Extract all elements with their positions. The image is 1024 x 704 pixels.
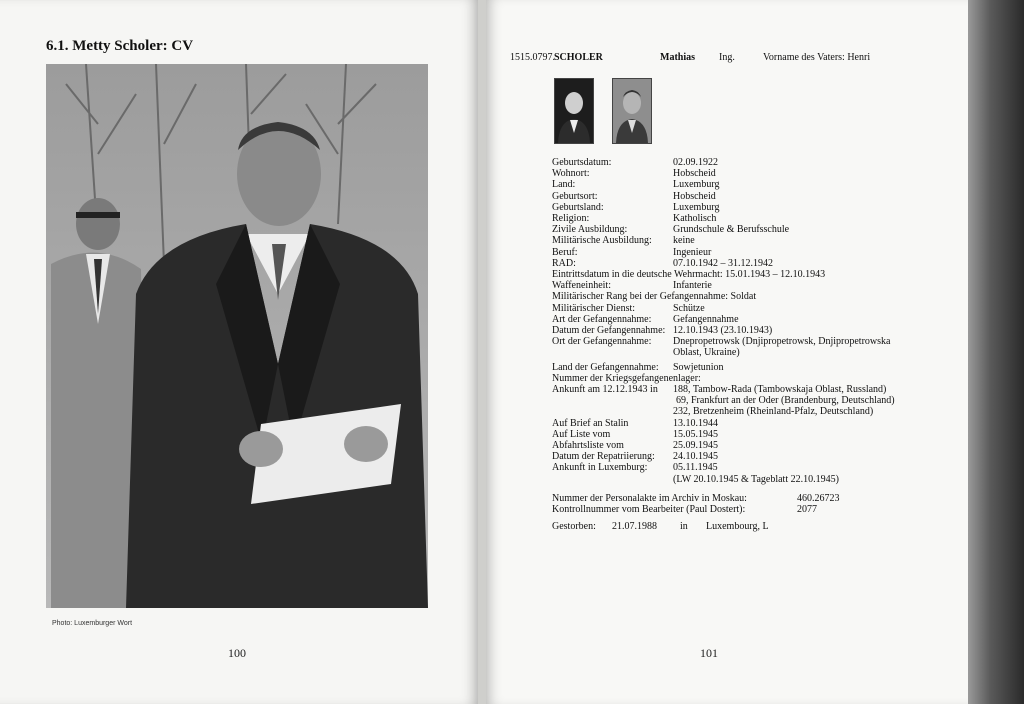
- field-value: keine: [673, 235, 695, 247]
- field-label: Datum der Gefangennahme:: [552, 325, 666, 336]
- field-value: 460.26723: [797, 492, 840, 504]
- field-row: [552, 257, 773, 269]
- record-surname: SCHOLER: [554, 52, 603, 63]
- field-value: Gefangennahme: [673, 313, 739, 325]
- rank-row: Militärischer Rang bei der Gefangennahme: Soldat: [552, 291, 757, 303]
- field-row: [552, 179, 720, 191]
- field-row: [552, 168, 716, 180]
- field-row: [552, 428, 718, 440]
- field-row: [552, 224, 790, 236]
- field-label: Geburtsdatum:: [552, 157, 612, 168]
- camp-number-label: Nummer der Kriegsgefangenenlager:: [552, 372, 701, 384]
- field-row: [552, 451, 718, 463]
- capture-country-row: [552, 361, 724, 373]
- field-value: 12.10.1943 (23.10.1943): [673, 325, 773, 336]
- personal-file-row: [552, 492, 840, 504]
- field-row: [552, 325, 773, 336]
- field-row: [552, 157, 718, 168]
- field-label: Geburtsort:: [552, 190, 598, 202]
- field-value: 05.11.1945: [673, 462, 718, 474]
- field-value: Grundschule & Berufsschule: [673, 224, 790, 236]
- death-in: in: [680, 521, 688, 533]
- field-label: Land:: [552, 179, 576, 191]
- field-value: 15.05.1945: [673, 428, 718, 440]
- field-row: [552, 246, 712, 258]
- field-label: Beruf:: [552, 246, 578, 258]
- field-value: Infanterie: [673, 280, 712, 292]
- field-value: 24.10.1945: [673, 451, 718, 463]
- field-row: [552, 302, 705, 314]
- field-label: Ankunft in Luxemburg:: [552, 462, 648, 474]
- field-row: [552, 201, 720, 213]
- field-label: Abfahrtsliste vom: [552, 440, 624, 451]
- main-photo: [46, 64, 428, 608]
- field-label: Datum der Repatriierung:: [552, 451, 655, 463]
- field-value: 25.09.1945: [673, 440, 718, 451]
- portrait-photo-young: [554, 78, 594, 144]
- field-value: Katholisch: [673, 213, 717, 224]
- field-value: 07.10.1942 – 31.12.1942: [673, 257, 773, 269]
- record-father-name: Vorname des Vaters: Henri: [763, 52, 871, 63]
- record-id: 1515.0797.: [510, 52, 555, 63]
- field-row: [552, 462, 718, 474]
- field-row: [552, 190, 716, 202]
- page-number: 101: [700, 646, 718, 660]
- field-value: Luxemburg: [673, 201, 720, 213]
- field-label: Art der Gefangennahme:: [552, 313, 652, 325]
- book-gutter: [478, 0, 486, 704]
- field-row: [552, 313, 739, 325]
- death-place: Luxembourg, L: [706, 521, 769, 533]
- right-page: [486, 0, 968, 704]
- field-value: Luxemburg: [673, 179, 720, 191]
- field-label: Zivile Ausbildung:: [552, 224, 628, 236]
- field-row: [552, 440, 718, 451]
- record-title: Ing.: [719, 52, 735, 63]
- field-label: Land der Gefangennahme:: [552, 361, 659, 373]
- page-number: 100: [228, 646, 246, 660]
- death-date: 21.07.1988: [612, 521, 657, 533]
- camp-row: 69, Frankfurt an der Oder (Brandenburg, Deutschland): [676, 395, 895, 407]
- arrival-row: [552, 384, 887, 395]
- field-value: 188, Tambow-Rada (Tambowskaja Oblast, Russland): [673, 384, 887, 395]
- field-row: [552, 280, 712, 292]
- field-value: 13.10.1944: [673, 417, 718, 429]
- field-label: Kontrollnummer vom Bearbeiter (Paul Dostert):: [552, 504, 746, 515]
- capture-place-continued: Oblast, Ukraine): [673, 347, 740, 359]
- field-label: Religion:: [552, 213, 590, 224]
- field-value: Schütze: [673, 302, 705, 314]
- field-row: [552, 417, 718, 429]
- wehrmacht-entry-row: Eintrittsdatum in die deutsche Wehrmacht: 15.01.1943 – 12.10.1943: [552, 269, 826, 280]
- field-value: Ingenieur: [673, 246, 712, 258]
- record-first-name: Mathias: [660, 52, 695, 63]
- field-label: Waffeneinheit:: [552, 280, 611, 292]
- left-page: [0, 0, 478, 704]
- field-label: Ankunft am 12.12.1943 in: [552, 384, 658, 395]
- photo-caption: Photo: Luxemburger Wort: [52, 620, 133, 627]
- field-label: Militärische Ausbildung:: [552, 235, 652, 247]
- field-value: 2077: [797, 504, 817, 515]
- field-value: Hobscheid: [673, 168, 716, 180]
- field-row: [552, 336, 891, 348]
- field-row: [552, 235, 695, 247]
- section-title: 6.1. Metty Scholer: CV: [46, 38, 194, 54]
- field-value: 02.09.1922: [673, 157, 718, 168]
- background-edge: [968, 0, 1024, 704]
- field-label: Auf Liste vom: [552, 428, 611, 440]
- field-label: RAD:: [552, 257, 576, 269]
- field-value: Sowjetunion: [673, 361, 724, 373]
- field-row: [552, 213, 717, 224]
- field-label: Geburtsland:: [552, 201, 604, 213]
- field-value: Dnepropetrowsk (Dnjipropetrowsk, Dnjipropetrowska: [673, 336, 891, 348]
- field-label: Wohnort:: [552, 168, 590, 180]
- field-label: Auf Brief an Stalin: [552, 417, 629, 429]
- field-label: Militärischer Dienst:: [552, 302, 636, 314]
- field-label: Ort der Gefangennahme:: [552, 336, 652, 348]
- newspaper-note: (LW 20.10.1945 & Tageblatt 22.10.1945): [673, 473, 839, 485]
- camp-row: 232, Bretzenheim (Rheinland-Pfalz, Deutschland): [673, 406, 874, 418]
- control-number-row: [552, 504, 817, 515]
- field-label: Nummer der Personalakte im Archiv in Moskau:: [552, 492, 747, 504]
- portrait-photo-older: [612, 78, 652, 144]
- death-label: Gestorben:: [552, 521, 596, 533]
- field-value: Hobscheid: [673, 190, 716, 202]
